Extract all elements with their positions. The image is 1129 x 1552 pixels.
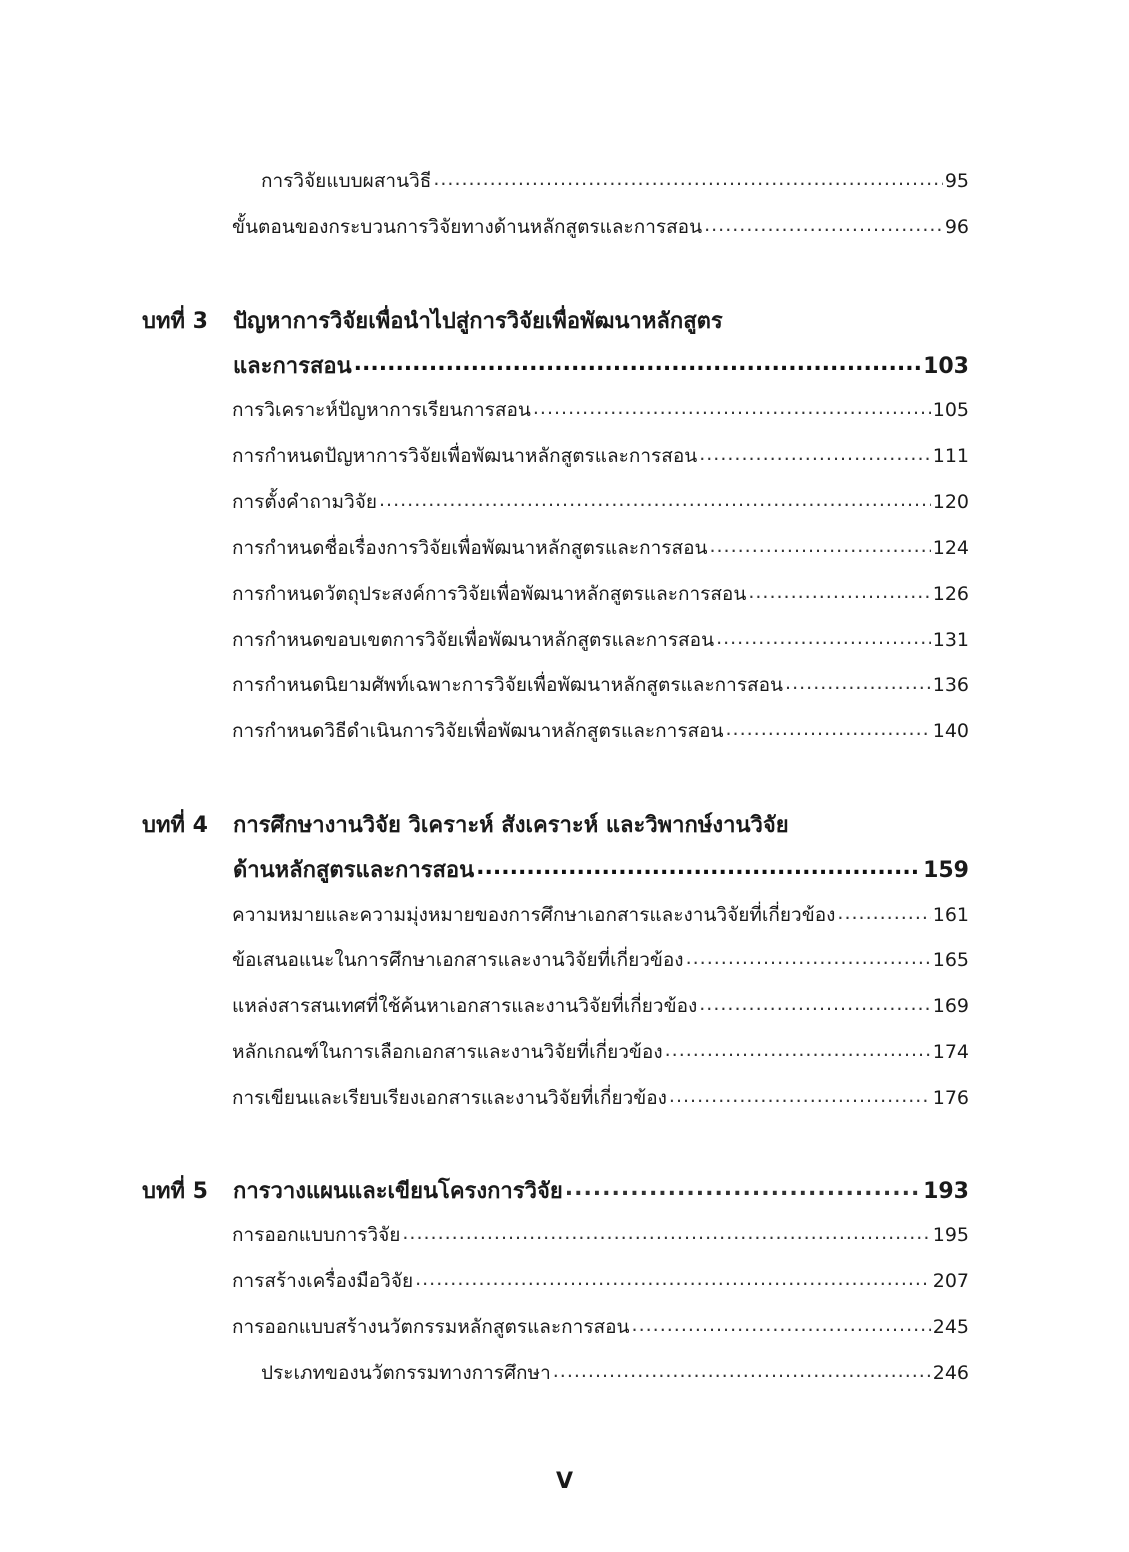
toc-entry-page: 174 [932,1041,969,1063]
toc-entry[interactable] [232,991,969,1021]
toc-entry-title: การออกแบบสร้างนวัตกรรมหลักสูตรและการสอน [232,1316,630,1338]
dot-leader [669,1085,931,1104]
toc-entry-title: ประเภทของนวัตกรรมทางการศึกษา [261,1362,551,1384]
chapter-number: บทที่ 4 [142,813,208,838]
chapter-title-line2: และการสอน [233,354,352,379]
chapter-heading[interactable] [142,303,723,338]
chapter-page: 103 [923,354,969,379]
toc-entry[interactable] [232,1266,969,1296]
dot-leader [354,351,921,373]
chapter-page: 159 [923,858,969,883]
toc-entry-page: 161 [932,904,969,926]
dot-leader [726,718,931,737]
dot-leader [665,1039,931,1058]
dot-leader [533,397,931,416]
toc-entry-page: 140 [932,720,969,742]
toc-entry-title: ขั้นตอนของกระบวนการวิจัยทางด้านหลักสูตรและการสอน [232,216,703,238]
dot-leader [837,902,930,921]
toc-entry[interactable] [232,212,969,242]
toc-entry-title: การวิเคราะห์ปัญหาการเรียนการสอน [232,399,531,421]
dot-leader [748,581,930,600]
dot-leader [402,1222,930,1241]
dot-leader [716,627,931,646]
toc-entry[interactable] [232,1083,969,1113]
toc-entry-title: ข้อเสนอแนะในการศึกษาเอกสารและงานวิจัยที่เกี่ยวข้อง [232,949,684,971]
dot-leader [699,443,931,462]
dot-leader [415,1268,931,1287]
chapter-number: บทที่ 5 [142,1179,208,1204]
toc-entry[interactable] [232,1312,969,1342]
toc-entry[interactable] [232,533,969,563]
toc-entry-title: การเขียนและเรียบเรียงเอกสารและงานวิจัยที่เกี่ยวข้อง [232,1087,667,1109]
toc-entry-title: หลักเกณฑ์ในการเลือกเอกสารและงานวิจัยที่เกี่ยวข้อง [232,1041,663,1063]
toc-entry-title: การกำหนดวิธีดำเนินการวิจัยเพื่อพัฒนาหลักสูตรและการสอน [232,720,724,742]
toc-entry[interactable] [232,395,969,425]
dot-leader [476,855,921,877]
toc-entry-page: 165 [932,949,969,971]
toc-entry-title: แหล่งสารสนเทศที่ใช้ค้นหาเอกสารและงานวิจัยที่เกี่ยวข้อง [232,995,698,1017]
toc-entry-title: การกำหนดนิยามศัพท์เฉพาะการวิจัยเพื่อพัฒนาหลักสูตรและการสอน [232,674,784,696]
dot-leader [632,1314,931,1333]
toc-entry-title: การกำหนดขอบเขตการวิจัยเพื่อพัฒนาหลักสูตรและการสอน [232,629,715,651]
chapter-page: 193 [923,1179,969,1204]
toc-entry-title: การตั้งคำถามวิจัย [232,491,378,513]
chapter-title: การศึกษางานวิจัย วิเคราะห์ สังเคราะห์ และวิพากษ์งานวิจัย [233,813,789,838]
toc-entry-page: 246 [932,1362,969,1384]
toc-entry-title: การวิจัยแบบผสานวิธี [261,170,432,192]
chapter-heading[interactable] [142,1173,969,1208]
toc-entry-title: การกำหนดชื่อเรื่องการวิจัยเพื่อพัฒนาหลักสูตรและการสอน [232,537,708,559]
toc-entry-page: 126 [932,583,969,605]
toc-entry-page: 124 [932,537,969,559]
dot-leader [433,168,942,187]
toc-entry-title: การสร้างเครื่องมือวิจัย [232,1270,414,1292]
toc-entry-title: การกำหนดปัญหาการวิจัยเพื่อพัฒนาหลักสูตรและการสอน [232,445,698,467]
chapter-number: บทที่ 3 [142,309,208,334]
page-number: V [555,1469,574,1494]
toc-entry-title: การออกแบบการวิจัย [232,1224,401,1246]
toc-entry[interactable] [232,487,969,517]
toc-entry-page: 111 [932,445,969,467]
toc-entry-page: 105 [932,399,969,421]
chapter-heading[interactable] [142,807,789,842]
toc-entry-page: 195 [932,1224,969,1246]
toc-entry[interactable] [232,945,969,975]
toc-entry-page: 120 [932,491,969,513]
dot-leader [553,1360,931,1379]
toc-entry[interactable] [261,166,969,196]
dot-leader [686,947,931,966]
toc-entry-page: 176 [932,1087,969,1109]
dot-leader [709,535,930,554]
chapter-title: การวางแผนและเขียนโครงการวิจัย [233,1179,563,1204]
toc-entry[interactable] [232,900,969,930]
toc-entry-page: 96 [944,216,969,238]
toc-entry[interactable] [232,441,969,471]
toc-entry-page: 136 [932,674,969,696]
toc-entry-title: การกำหนดวัตถุประสงค์การวิจัยเพื่อพัฒนาหลักสูตรและการสอน [232,583,747,605]
toc-entry[interactable] [232,1037,969,1067]
toc-entry-page: 169 [932,995,969,1017]
toc-entry[interactable] [232,716,969,746]
chapter-title-line2: ด้านหลักสูตรและการสอน [233,858,475,883]
dot-leader [379,489,931,508]
toc-entry-page: 245 [932,1316,969,1338]
toc-entry[interactable] [232,1220,969,1250]
toc-entry[interactable] [232,670,969,700]
toc-entry[interactable] [261,1358,969,1388]
chapter-title: ปัญหาการวิจัยเพื่อนำไปสู่การวิจัยเพื่อพัฒนาหลักสูตร [233,309,723,334]
toc-entry-page: 207 [932,1270,969,1292]
chapter-heading-continued[interactable] [233,348,969,383]
dot-leader [704,214,943,233]
chapter-heading-continued[interactable] [233,852,969,887]
toc-entry[interactable] [232,625,969,655]
dot-leader [785,672,931,691]
toc-entry[interactable] [232,579,969,609]
toc-entry-title: ความหมายและความมุ่งหมายของการศึกษาเอกสารและงานวิจัยที่เกี่ยวข้อง [232,904,836,926]
toc-entry-page: 131 [932,629,969,651]
toc-entry-page: 95 [944,170,969,192]
dot-leader [699,993,930,1012]
dot-leader [565,1176,921,1198]
